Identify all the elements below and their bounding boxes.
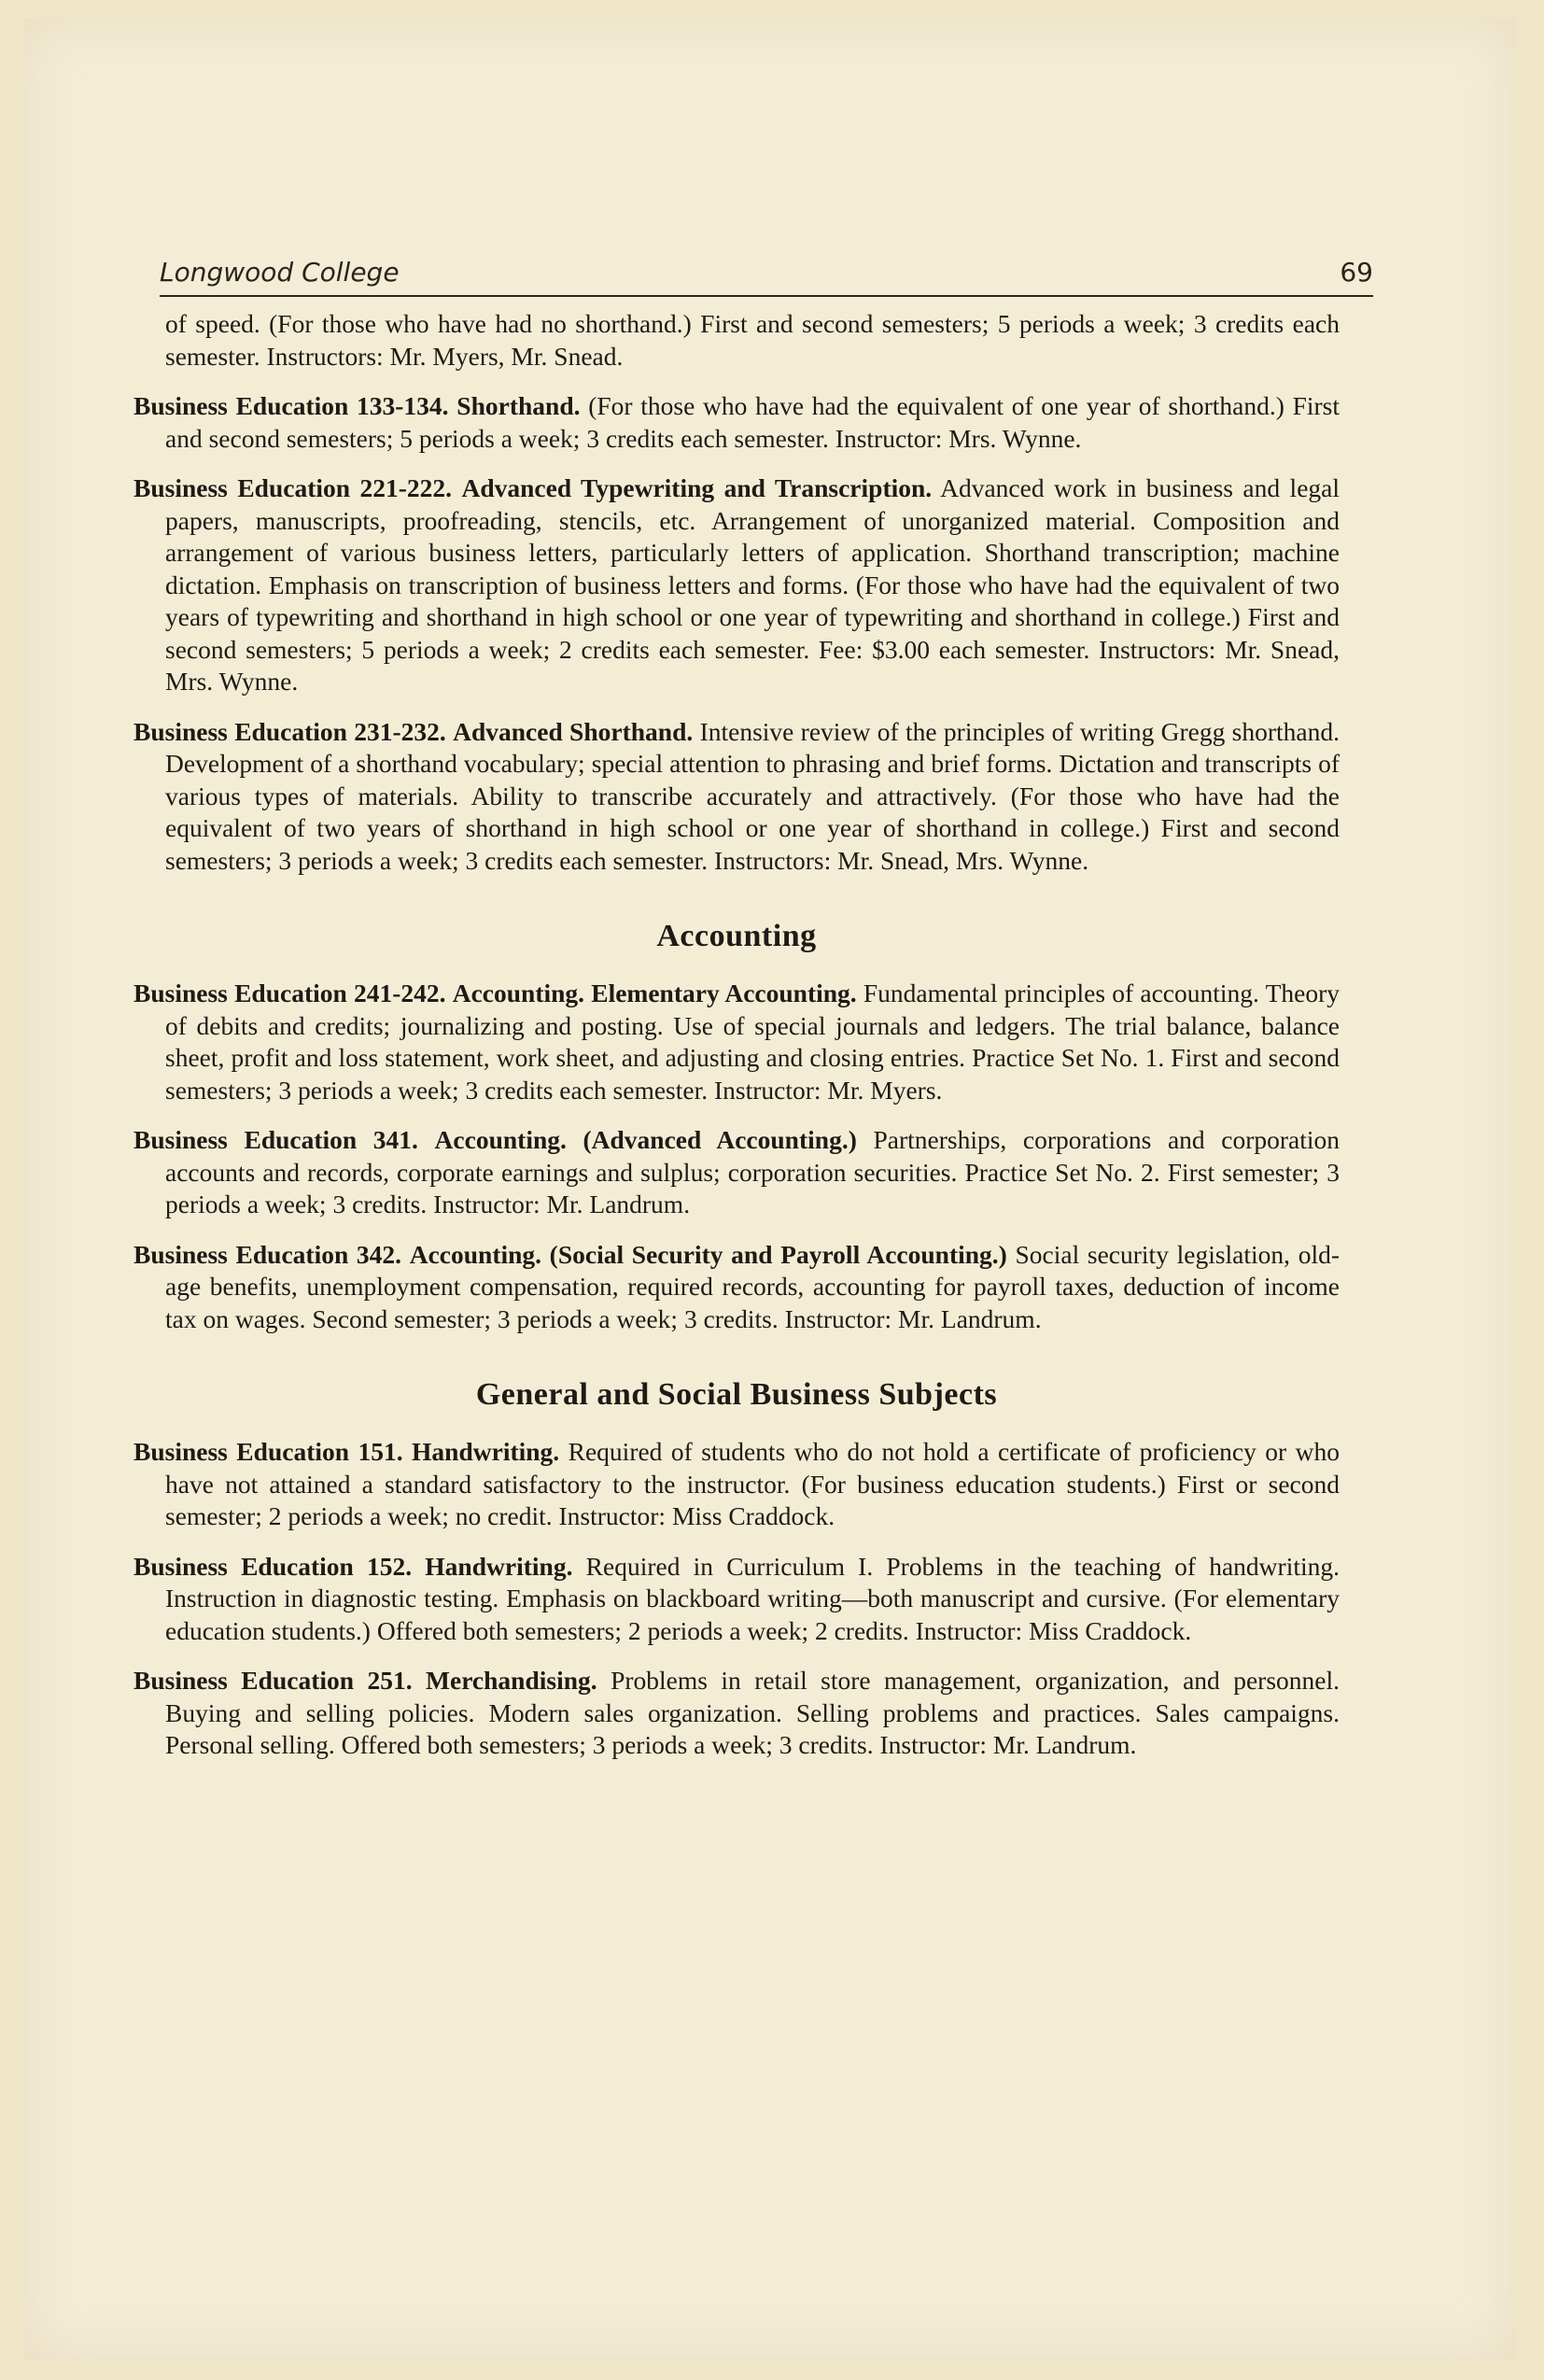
- course-description: Partnerships, corporations and corporation accounts and records, corporate earnings and sulplus; corporation securities. Practice Set No. 2. First semester; 3 periods a week; 3 credits. Instructor: Mr. Landrum.: [165, 1125, 1340, 1218]
- course-entry-221-222: [133, 472, 1340, 698]
- course-title: Merchandising.: [426, 1666, 597, 1695]
- course-entry-342: [133, 1239, 1340, 1336]
- course-id: Business Education 152.: [133, 1551, 413, 1581]
- course-description: (For those who have had the equivalent of one year of shorthand.) First and second semesters; 5 periods a week; 3 credits each semester. Instructor: Mrs. Wynne.: [165, 391, 1340, 453]
- course-id: Business Education 251.: [133, 1666, 413, 1695]
- course-title: Accounting. (Advanced Accounting.): [434, 1125, 857, 1154]
- course-id: Business Education 133-134.: [133, 391, 449, 420]
- course-title: Accounting. Elementary Accounting.: [452, 979, 857, 1007]
- course-id: Business Education 231-232.: [133, 716, 446, 746]
- course-id: Business Education 341.: [133, 1125, 418, 1154]
- course-id: Business Education 241-242.: [133, 979, 446, 1007]
- continuation-paragraph: of speed. (For those who have had no shorthand.) First and second semesters; 5 periods a week; 3 credits each semester. Instructors: Mr. Myers, Mr. Snead.: [165, 309, 1340, 371]
- section-heading-accounting: Accounting: [656, 919, 817, 953]
- header-title: Longwood College: [160, 257, 400, 288]
- course-entry-231-232: [133, 716, 1340, 878]
- course-title: Advanced Typewriting and Transcription.: [461, 473, 933, 502]
- course-description: Required of students who do not hold a certificate of proficiency or who have not attained a standard satisfactory to the instructor. (For business education students.) First or second semester; 2 periods a week; no credit. Instructor: Miss Craddock.: [165, 1437, 1340, 1530]
- course-title: Advanced Shorthand.: [453, 716, 694, 746]
- course-description: Advanced work in business and legal papers, manuscripts, proofreading, stencils, etc. Arrangement of unorganized material. Composition and arrangement of various business letters, particularly letters of application. Shorthand transcription; machine dictation. Emphasis on transcription of business letters and forms. (For those who have had the equivalent of two years of typewriting and shorthand in high school or one year of typewriting and shorthand in college.) First and second semesters; 5 periods a week; 2 credits each semester. Fee: $3.00 each semester. Instructors: Mr. Snead, Mrs. Wynne.: [165, 473, 1340, 696]
- course-id: Business Education 342.: [133, 1239, 402, 1269]
- page-number: 69: [1340, 257, 1373, 288]
- course-description: Required in Curriculum I. Problems in the teaching of handwriting. Instruction in diagnostic testing. Emphasis on blackboard writing—both manuscript and cursive. (For elementary education students.) Offered both semesters; 2 periods a week; 2 credits. Instructor: Miss Craddock.: [165, 1551, 1340, 1645]
- course-description: Problems in retail store management, organization, and personnel. Buying and selling policies. Modern sales organization. Selling problems and practices. Sales campaigns. Personal selling. Offered both semesters; 3 periods a week; 3 credits. Instructor: Mr. Landrum.: [165, 1666, 1340, 1759]
- course-entry-251: [133, 1665, 1340, 1762]
- course-title: Handwriting.: [425, 1551, 573, 1581]
- course-id: Business Education 151.: [133, 1437, 403, 1466]
- page-content: [133, 308, 1340, 1780]
- course-title: Shorthand.: [456, 391, 581, 420]
- course-entry-133-134: [133, 390, 1340, 455]
- course-id: Business Education 221-222.: [133, 473, 453, 502]
- course-entry-151: [133, 1436, 1340, 1533]
- course-title: Accounting. (Social Security and Payroll Accounting.): [409, 1239, 1007, 1269]
- course-title: Handwriting.: [412, 1437, 560, 1466]
- course-entry-241-242: [133, 978, 1340, 1106]
- running-header: [160, 241, 1373, 297]
- course-entry-152: [133, 1551, 1340, 1648]
- section-heading-general-social: General and Social Business Subjects: [475, 1377, 998, 1412]
- course-description: Fundamental principles of accounting. Theory of debits and credits; journalizing and posting. Use of special journals and ledgers. The trial balance, balance sheet, profit and loss statement, work sheet, and adjusting and closing entries. Practice Set No. 1. First and second semesters; 3 periods a week; 3 credits each semester. Instructor: Mr. Myers.: [165, 979, 1340, 1105]
- course-description: Intensive review of the principles of writing Gregg shorthand. Development of a shorthand vocabulary; special attention to phrasing and brief forms. Dictation and transcripts of various types of materials. Ability to transcribe accurately and attractively. (For those who have had the equivalent of two years of shorthand in high school or one year of shorthand in college.) First and second semesters; 3 periods a week; 3 credits each semester. Instructors: Mr. Snead, Mrs. Wynne.: [165, 716, 1340, 875]
- course-entry-341: [133, 1124, 1340, 1221]
- course-description: Social security legislation, old-age benefits, unemployment compensation, required records, accounting for payroll taxes, deduction of income tax on wages. Second semester; 3 periods a week; 3 credits. Instructor: Mr. Landrum.: [165, 1239, 1340, 1333]
